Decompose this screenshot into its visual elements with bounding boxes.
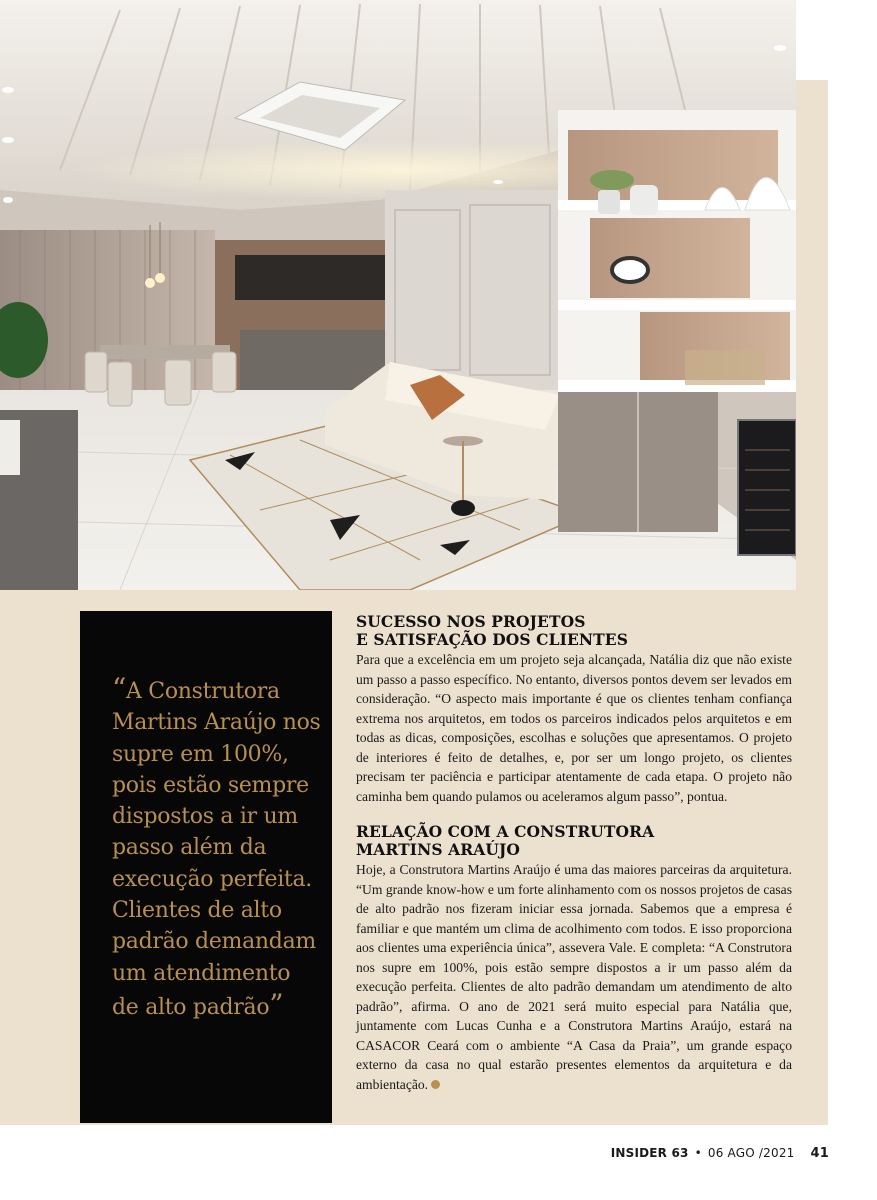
section-heading-line1: RELAÇÃO COM A CONSTRUTORA: [356, 822, 655, 841]
pull-quote-box: [80, 611, 332, 1123]
section-heading-line2: MARTINS ARAÚJO: [356, 840, 521, 859]
section-heading: [356, 613, 792, 649]
footer-separator: •: [694, 1146, 702, 1160]
quote-open-mark: “: [112, 672, 127, 705]
page-number: 41: [810, 1146, 829, 1161]
section-sucesso: [356, 613, 792, 806]
quote-close-mark: ”: [269, 987, 284, 1021]
section-body: Para que a excelência em um projeto seja alcançada, Natália diz que não existe um passo a passo específico. No entanto, diversos pontos devem ser levados em consideração. “O aspecto mais importante é que os clientes tenham confiança extrema nos arquitetos, em todos os parceiros indicados pelos arquitetos e em todas as dicas, composições, escolhas e soluções que apresentamos. O projeto de interiores é feito de detalhes, e, por ser um longo projeto, os clientes precisam ter paciência e participar atentamente de cada etapa. O projeto não caminha bem quando pulamos ou aceleramos algum passo”, pontua.: [356, 652, 792, 804]
issue-date: 06 AGO /2021: [707, 1146, 795, 1160]
section-heading: [356, 823, 792, 859]
section-heading-line1: SUCESSO NOS PROJETOS: [356, 612, 586, 631]
section-body-text: Hoje, a Construtora Martins Araújo é uma das maiores parceiras da arquitetura. “Um grande know-how e um forte alinhamento com os nossos projetos de casas de alto padrão nos fizeram iniciar essa jornada. Sabemos que a empresa é familiar e que mantém um clima de acolhimento com todos. E isso proporciona aos clientes uma experiência única”, assevera Vale. E completa: “A Construtora nos supre em 100%, pois estão sempre dispostos a ir um passo além da execução perfeita. Clientes de alto padrão demandam um atendimento de alto padrão”, afirma. O ano de 2021 será muito especial para Natália que, juntamente com Lucas Cunha e a Construtora Martins Araújo, estará na CASACOR Ceará com o ambiente “A Casa da Praia”, um grande espaço externo da casa no qual estarão presentes elementos da arquitetura e da ambientação.: [356, 862, 792, 1092]
interior-photo: [0, 0, 796, 590]
pull-quote: [112, 673, 322, 1023]
interior-photo-illustration: [0, 0, 796, 590]
article-column: [356, 613, 792, 1094]
page-footer: [611, 1146, 829, 1161]
magazine-name: INSIDER 63: [610, 1146, 689, 1160]
end-mark-icon: [431, 1080, 440, 1089]
section-heading-line2: E SATISFAÇÃO DOS CLIENTES: [356, 630, 628, 649]
section-body: [356, 860, 792, 1094]
section-relacao: [356, 823, 792, 1094]
pull-quote-text: A Construtora Martins Araújo nos supre em 100%, pois estão sempre dispostos a ir um passo além da execução perfeita. Clientes de alto padrão demandam um atendimento de alto padrão: [112, 679, 321, 1020]
